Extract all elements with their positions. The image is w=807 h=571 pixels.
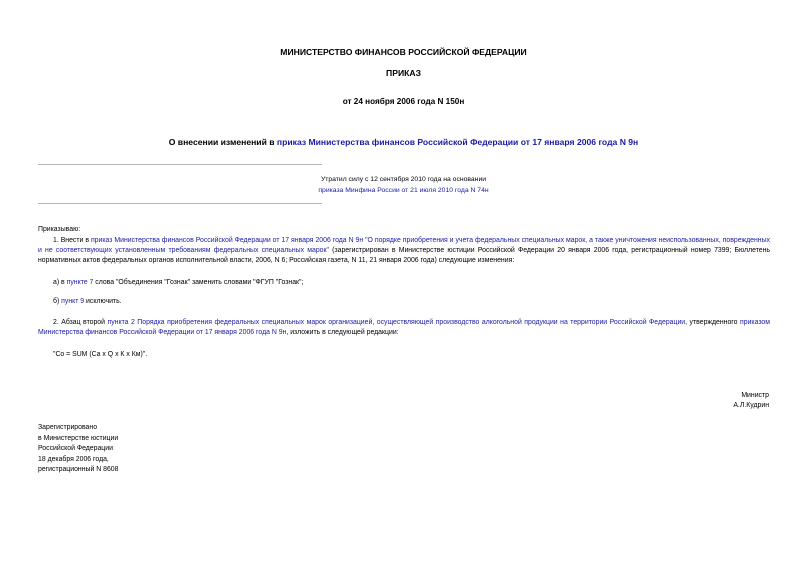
paragraph-1-order-link[interactable]: приказ Министерства финансов Российской Федерации от 17 января 2006 года N 9н "О порядке приобретения и учета федеральных специальных марок, а также уничтожения неиспользованных, поврежденных и не соответствующих установленным требованиям федеральных специальных марок" — [38, 237, 770, 254]
subparagraph-b-prefix: б) — [53, 298, 62, 305]
formula: "Со = SUM (Са x Q x К x Км)". — [53, 351, 148, 358]
ministry-title: МИНИСТЕРСТВО ФИНАНСОВ РОССИЙСКОЙ ФЕДЕРАЦИИ — [280, 47, 527, 57]
paragraph-2-order-link[interactable]: приказом Министерства финансов Российской Федерации от 17 января 2006 года N 9н — [38, 319, 770, 336]
divider-bottom — [38, 203, 322, 204]
document-type: ПРИКАЗ — [386, 68, 421, 78]
signatory-position: Министр — [741, 392, 769, 399]
subparagraph-b-link[interactable]: пункт 9 — [61, 298, 85, 305]
subparagraph-b — [53, 297, 785, 307]
registration-line-4: 18 декабря 2006 года, — [38, 455, 109, 463]
heading-order-link[interactable]: приказ Министерства финансов Российской Федерации от 17 января 2006 года N 9н — [276, 137, 639, 147]
paragraph-2-text: , изложить в следующей редакции: — [286, 329, 399, 336]
divider-top — [38, 164, 322, 165]
expired-notice-line2 — [0, 186, 807, 196]
subparagraph-a-prefix: а) в — [53, 279, 67, 286]
paragraph-1-prefix: 1. Внести в — [53, 237, 91, 244]
document-date-number: от 24 ноября 2006 года N 150н — [342, 97, 465, 106]
registration-line-5: регистрационный N 8608 — [38, 466, 119, 473]
subparagraph-a — [53, 278, 785, 288]
subparagraph-b-text: исключить. — [84, 298, 122, 305]
registration-line-1: Зарегистрировано — [38, 424, 98, 431]
paragraph-2 — [38, 318, 770, 338]
document-heading — [0, 137, 807, 147]
expired-order-link[interactable]: приказа Минфина России от 21 июля 2010 года N 74н — [318, 187, 489, 194]
paragraph-1 — [38, 236, 770, 266]
signatory-name: А.Л.Кудрин — [733, 402, 769, 409]
registration-block — [38, 423, 118, 476]
registration-line-3: Российской Федерации — [38, 445, 113, 452]
signature-block — [733, 391, 769, 411]
heading-prefix: О внесении изменений в — [168, 137, 277, 147]
paragraph-2-procedure-link[interactable]: пункта 2 Порядка приобретения федеральных специальных марок организацией, осуществляющей производство алкогольной продукции на территории Российской Федерации — [107, 319, 686, 326]
paragraph-2-mid: , утвержденного — [685, 319, 740, 326]
subparagraph-a-text: слова "Объединения "Гознак" заменить словами "ФГУП "Гознак"; — [93, 279, 304, 286]
paragraph-1-text: (зарегистрирован в Министерстве юстиции Российской Федерации 20 января 2006 года, регистрационный номер 7399; Бюллетень нормативных актов федеральных органов исполнительной власти, 2006, N 6; Российская газета, N 11, 21 января 2006 года) следующие изменения: — [38, 247, 770, 264]
paragraph-2-prefix: 2. Абзац второй — [53, 319, 108, 326]
expired-notice: Утратил силу с 12 сентября 2010 года на основании — [320, 176, 487, 183]
order-intro: Приказываю: — [38, 226, 81, 233]
registration-line-2: в Министерстве юстиции — [38, 434, 119, 442]
subparagraph-a-link[interactable]: пункте 7 — [66, 279, 94, 286]
